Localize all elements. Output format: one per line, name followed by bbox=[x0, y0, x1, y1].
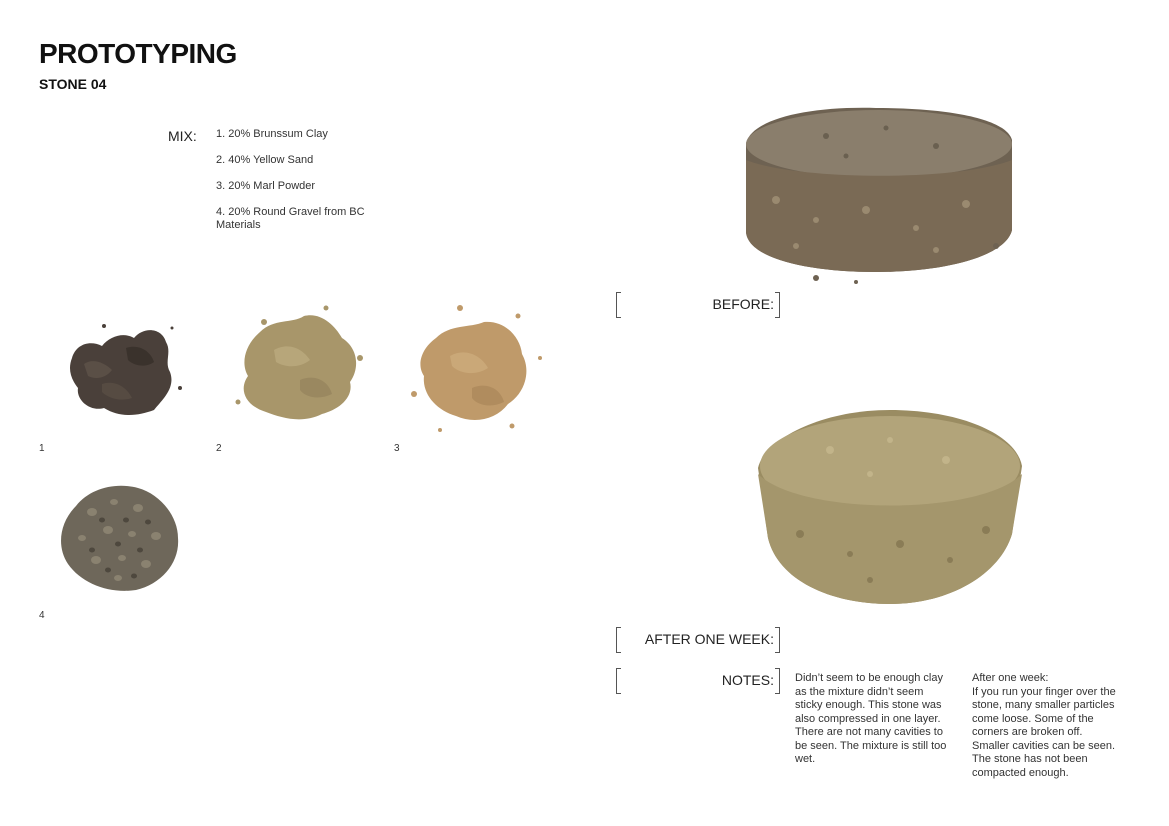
after-label: AFTER ONE WEEK: bbox=[644, 631, 774, 647]
sample-number: 4 bbox=[39, 610, 45, 621]
notes-heading: After one week: bbox=[972, 672, 1049, 684]
mix-item: 1. 20% Brunssum Clay bbox=[216, 128, 328, 140]
mix-item: 3. 20% Marl Powder bbox=[216, 180, 316, 192]
notes-label: NOTES: bbox=[721, 672, 774, 688]
bracket-right bbox=[775, 627, 780, 653]
notes-text: If you run your finger over the stone, many smaller particles come loose. Some of the corners are broken off. Smaller cavities can be seen. The stone has not been compacted enough. bbox=[972, 685, 1116, 779]
stone-after-image bbox=[750, 404, 1030, 610]
notes-text: Didn’t seem to be enough clay as the mixture didn’t seem sticky enough. This stone was also compressed in one layer. There are not many cavities to be seen. The mixture is still too wet. bbox=[795, 672, 947, 765]
sample-number: 3 bbox=[394, 443, 400, 454]
mix-label: MIX: bbox=[168, 128, 197, 144]
bracket-left bbox=[616, 627, 621, 653]
before-label: BEFORE: bbox=[712, 296, 774, 312]
bracket-left bbox=[616, 292, 621, 318]
bracket-left bbox=[616, 668, 621, 694]
gravel-sample-image bbox=[52, 476, 184, 596]
page-subtitle: STONE 04 bbox=[39, 76, 107, 92]
sample-number: 1 bbox=[39, 443, 45, 454]
mix-list bbox=[216, 128, 386, 245]
notes-label-row bbox=[616, 668, 780, 694]
bracket-right bbox=[775, 668, 780, 694]
bracket-right bbox=[775, 292, 780, 318]
marl-sample-image bbox=[400, 298, 550, 438]
after-label-row bbox=[616, 627, 780, 653]
sand-sample-image bbox=[230, 302, 370, 427]
clay-sample-image bbox=[62, 318, 192, 423]
notes-column-1 bbox=[795, 672, 953, 767]
stone-before-image bbox=[736, 100, 1026, 290]
before-label-row bbox=[616, 292, 780, 318]
notes-column-2 bbox=[972, 672, 1122, 780]
mix-item: 2. 40% Yellow Sand bbox=[216, 154, 314, 166]
sample-number: 2 bbox=[216, 443, 222, 454]
page-title: PROTOTYPING bbox=[39, 38, 237, 69]
mix-item: 4. 20% Round Gravel from BC Materials bbox=[216, 206, 365, 231]
